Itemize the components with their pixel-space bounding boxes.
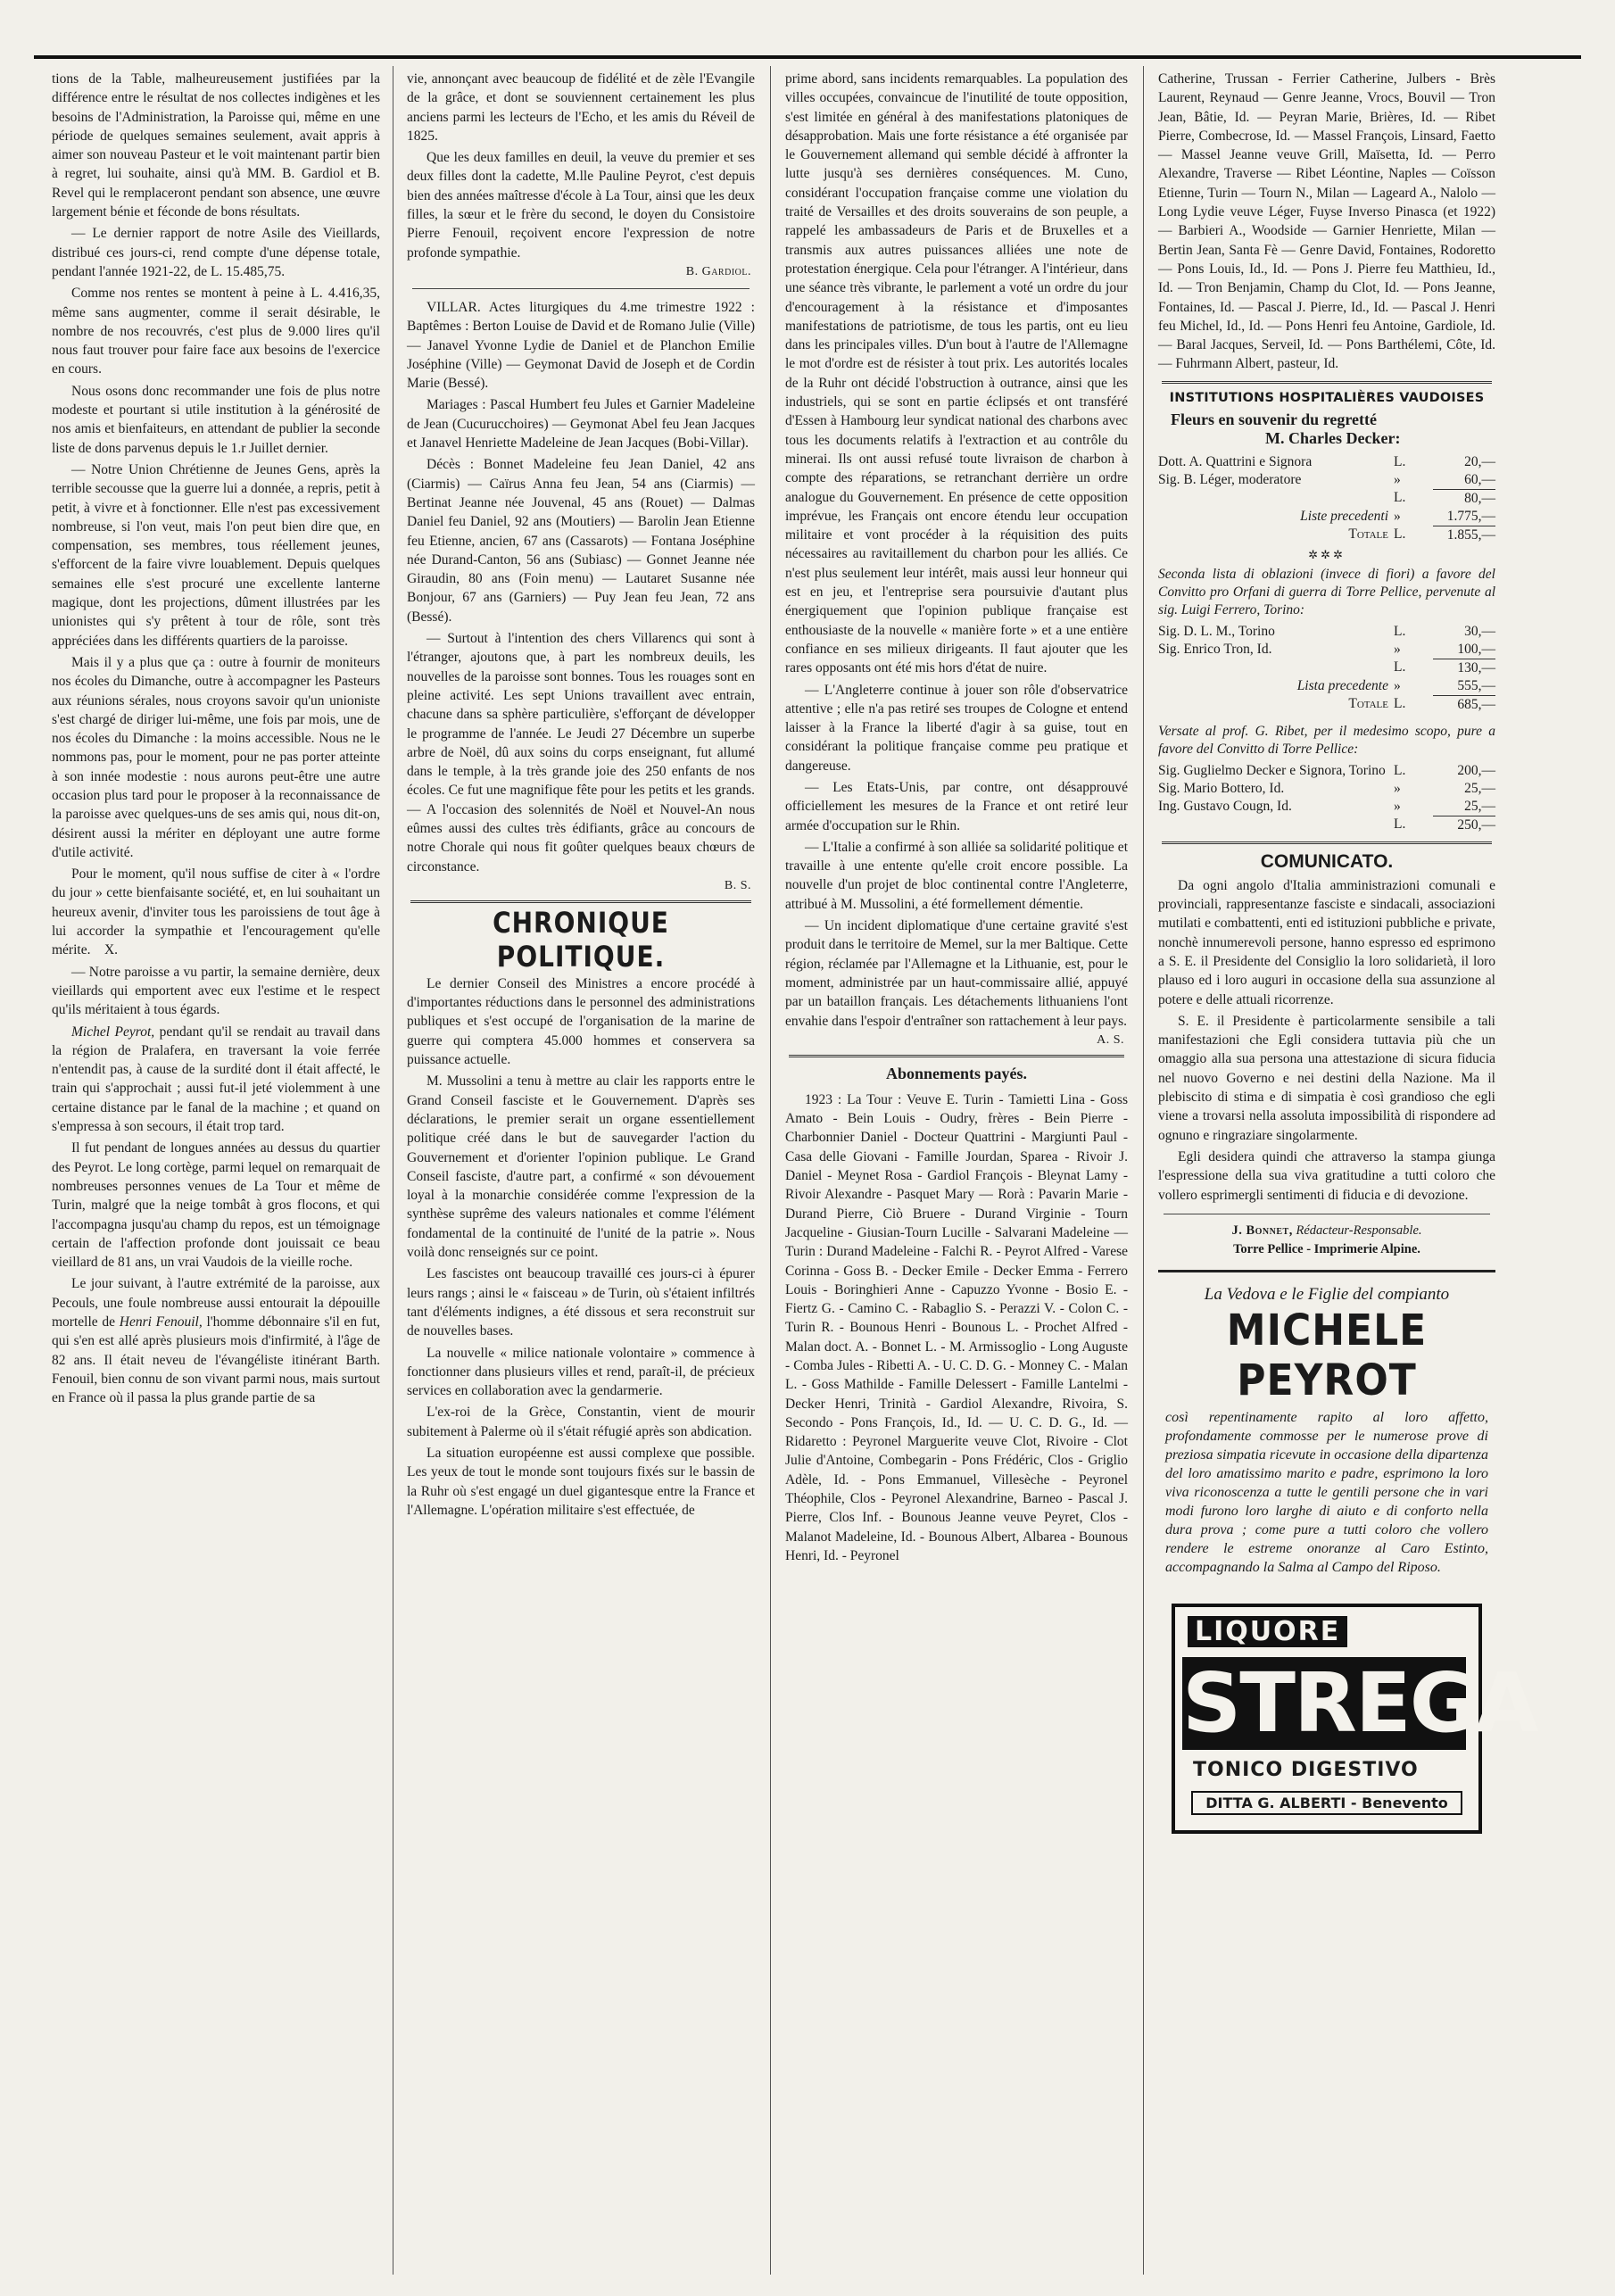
- currency: »: [1394, 471, 1401, 487]
- paragraph: Le dernier Conseil des Ministres a encore procédé à d'importantes réductions dans le personnel des administrations publiques et s'est occupé de l'organisation de la marine de guerre qui comptera 45.000 hommes et conservera sa puissance actuelle.: [407, 975, 755, 1068]
- paragraph: [52, 1274, 380, 1407]
- donor-name: Sig. Guglielmo Decker e Signora, Torino: [1158, 762, 1386, 778]
- currency: L.: [1394, 816, 1406, 833]
- amount: 555,—: [1457, 677, 1495, 693]
- person-name: Henri Fenouil,: [119, 1314, 203, 1330]
- paragraph: VILLAR. Actes liturgiques du 4.me trimestre 1922 : Baptêmes : Berton Louise de David et de Romano Julie (Ville) — Janavel Yvonne Lydie de Daniel et de Planchon Emilie Joséphine (Ville) — Geymonat David de Joseph et de Cordin Marie (Bessé).: [407, 299, 755, 392]
- column-divider: [1143, 66, 1144, 2275]
- paragraph: Nous osons donc recommander une fois de plus notre modeste et pourtant si utile institution à la générosité de nos amis et bienfaiteurs, en attendant de publier la seconde liste de dons parvenus depuis le 1.r Juillet dernier.: [52, 383, 380, 456]
- notice-text: così repentinamente rapito al loro affetto, profondamente commosse per le numerose prove di preziosa simpatia ricevute in occasione della dipartenza del loro amatissimo marito e padre, esprimono la loro viva riconoscenza a tutte le gentili persone che in vari modi furono loro larghe di aiuto e di conforto nella dura prova ; come pure a tutti coloro che vollero rendere le estreme onoranze al Caro Estinto, accompagnando la Salma al Campo del Riposo.: [1165, 1409, 1488, 1575]
- currency: »: [1394, 677, 1401, 693]
- table-row: [1158, 695, 1495, 714]
- paragraph: Mariages : Pascal Humbert feu Jules et Garnier Madeleine de Jean (Cucurucchoires) — Geymonat Abel feu Jean Jacques et Janavel Henriette Madeleine de Jean Jacques (Bobi-Villar).: [407, 397, 755, 452]
- divider: [789, 1055, 1124, 1057]
- column-4: [1158, 70, 1537, 2275]
- editor-line: [1158, 1223, 1495, 1239]
- paragraph: Que les deux familles en deuil, la veuve du premier et ses deux filles dont la cadette, M.lle Pauline Peyrot, c'est depuis bien des années maîtresse d'école à La Tour, ainsi que les deux filles, la sœur et le frère du second, le doyen du Consistoire Pierre Fenouil, reçoivent encore l'expression de notre profonde sympathie.: [407, 150, 755, 261]
- list-heading: Versate al prof. G. Ribet, per il medesimo scopo, pure a favore del Convitto di Torre Pellice:: [1158, 723, 1495, 757]
- currency: L.: [1394, 453, 1406, 469]
- currency: L.: [1394, 623, 1406, 639]
- list-heading: M. Charles Decker:: [1265, 428, 1401, 447]
- currency: L.: [1394, 526, 1406, 543]
- table-row: [1158, 780, 1495, 798]
- donation-table: [1158, 453, 1495, 544]
- paragraph-text: Le jour suivant, à l'autre extrémité de la paroisse, aux Pecouls, une foule nombreuse aussi entourait la dépouille mortelle de: [52, 1276, 380, 1330]
- list-heading: Fleurs en souvenir du regretté: [1171, 410, 1377, 428]
- paragraph: — L'Italie a confirmé à son alliée sa solidarité politique et travaille à une entente qu'elle croit encore possible. La nouvelle d'un projet de bloc continental contre l'Angleterre, attribué à M. Mussolini, a été formellement démentie.: [785, 839, 1128, 912]
- signature: B. Gardiol.: [685, 264, 751, 278]
- amount: 1.855,—: [1433, 526, 1495, 544]
- row-label: Totale: [1348, 526, 1388, 543]
- section-title: INSTITUTIONS HOSPITALIÈRES VAUDOISES: [1169, 390, 1485, 405]
- paragraph: Mais il y a plus que ça : outre à fournir de moniteurs nos écoles du Dimanche, outre à accompagner les Pasteurs aux réunions sérales, nous croyons savoir qu'un unioniste s'est chargé de diriger lui-même, une fois par mois, une de nos écoles du Dimanche : la moins accessible. Nous ne le nommons pas, pour le moment, pour ne pas porter atteinte à son innée modestie : nous aurons peut-être une autre occasion plus tard pour le proposer à la reconnaissance de la paroisse avec quelques-uns de ses amis qui, nous dit-on, désirent aussi la mériter en déployant une autre forme d'utile activité.: [52, 654, 380, 860]
- donor-name: Ing. Gustavo Cougn, Id.: [1158, 798, 1292, 814]
- paragraph: Décès : Bonnet Madeleine feu Jean Daniel, 42 ans (Ciarmis) — Caïrus Anna feu Jean, 54 ans (Ciarmis) — Bertinat Jeanne née Jouvenal, 45 ans (Rouet) — Dalmas Daniel feu Daniel, 92 ans (Moutiers) — Barolin Jean Etienne feu Etienne, ancien, 67 ans (Cassarots) — Fontana Joséphine née Durand-Canton, 56 ans (Subiasc) — Gonnet Jeanne née Giraudin, 80 ans (Foin menu) — Lautaret Susanne née Bonjour, 67 ans (Garniers) — Puy Jean feu Jean, 72 ans (Bessé).: [407, 457, 755, 625]
- table-row: [1158, 641, 1495, 659]
- amount: 80,—: [1433, 489, 1495, 508]
- column-1: [52, 70, 380, 2275]
- section-title: CHRONIQUE POLITIQUE.: [493, 905, 669, 974]
- paragraph: Da ogni angolo d'Italia amministrazioni comunali e provinciali, rappresentanze fasciste e sindacali, associazioni mutilati e combattenti, enti ed istituzioni pubbliche e private, nonchè innumerevoli persone, hanno espresso ed esprimono a S. E. il Presidente del Consiglio la loro solidarietà, il loro plauso ed i loro auguri in occasione della sua assunzione al potere e delle attuali ricorrenze.: [1158, 877, 1495, 1007]
- paragraph: — Surtout à l'intention des chers Villarencs qui sont à l'étranger, ajoutons que, à part les nombreux deuils, les nouvelles de la paroisse sont bonnes. Tous les rouages sont en pleine activité. Les sept Unions travaillent avec entrain, chacune dans sa sphère particulière, s'efforçant de développer le programme de l'année. Le Jeudi 27 Décembre un superbe arbre de Noël, dû aux soins du corps enseignant, fut allumé dans le temple, à la très grande joie des 250 enfants de nos écoles. Ce fut une magnifique fête pour les petits et les grands. — A l'occasion des solennités de Noël et Nouvel-An nous eûmes aussi des cultes très édifiants, grâce au concours de notre Chorale qui nous fit goûter quelques beaux chœurs de circonstance.: [407, 631, 755, 874]
- table-row: [1158, 623, 1495, 641]
- paragraph: Comme nos rentes se montent à peine à L. 4.416,35, même sans augmenter, comme il serait désirable, le nombre de nos recouvrés, c'est plus de 9.000 lires qu'il nous faut trouver pour faire face aux besoins de l'exercice en cours.: [52, 286, 380, 377]
- row-label: Lista precedente: [1296, 677, 1388, 693]
- table-row: [1158, 489, 1495, 508]
- paragraph: L'ex-roi de la Grèce, Constantin, vient de mourir subitement à Palerme où il s'était réfugié après son abdication.: [407, 1405, 755, 1439]
- donor-name: Dott. A. Quattrini e Signora: [1158, 453, 1313, 469]
- currency: L.: [1394, 490, 1406, 506]
- table-row: [1158, 762, 1495, 780]
- table-row: [1158, 526, 1495, 544]
- paragraph: Egli desidera quindi che attraverso la stampa giunga l'espressione della sua viva gratitudine a tutti coloro che vollero esprimergli sentimenti di fiducia e di devozione.: [1158, 1148, 1495, 1203]
- paragraph-text: pendant qu'il se rendait au travail dans la région de Pralafera, en traversant la voie ferrée n'entendit pas, à cause de la surdité dont il était affecté, le train qui s'approchait ; aussi fut-il jeté violemment à une certaine distance par le fanal de la machine ; et quand on s'empressa à son secours, il était trop tard.: [52, 1024, 380, 1135]
- paragraph: [52, 1023, 380, 1137]
- donation-table: [1158, 623, 1495, 714]
- death-notice: [1158, 1270, 1495, 1577]
- signature: B. S.: [724, 878, 751, 892]
- table-row: [1158, 816, 1495, 834]
- table-row: [1158, 453, 1495, 471]
- currency: »: [1394, 798, 1401, 814]
- donor-name: Sig. Enrico Tron, Id.: [1158, 641, 1272, 657]
- paragraph: 1923 : La Tour : Veuve E. Turin - Tamietti Lina - Goss Amato - Bein Louis - Oudry, frères - Bein Pierre - Charbonnier Daniel - Docteur Quattrini - Margiunti Paul - Casa delle Giovani - Famille Jourdan, Sparea - Rivoir J. Daniel - Meynet Rosa - Gardiol François - Bleynat Lamy - Rivoir Alexandre - Pasquet Mary — Rorà : Pavarin Marie - Durand Pierre, Ciò Bruere - Durand Virginie - Tourn Jacqueline - Giusian-Tourn Lucille - Salvarani Madeleine — Turin : Durand Madeleine - Falchi R. - Peyrot Alfred - Varese Corinna - Goss B. - Decker Emile - Decker Emma - Ferrero Louis - Boringhieri Anne - Capuzzo Yvonne - Bosio E. - Fiertz G. - Camino C. - Rabaglio S. - Perazzi V. - Colon C. - Turin R. - Bounous Henri - Bounous L. - Prochet Alfred - Malan doct. A. - Bonnet L. - M. Armissoglio - Long Auguste - Comba Jules - Ribetti A. - U. C. D. G. - Monney C. - Malan L. - Goss Mathilde - Famille Delessert - Famille Lantelmi - Decker Henri, Trinità - Gardiol Alexandre, Rivoira, S. Secondo - Pons François, Id., Id. — U. C. D. G., Id. — Ridaretto : Peyronel Marguerite veuve Clot, Rivoire - Clot Julie d'Antoine, Combegarin - Pons Frédéric, Clos - Griglio Adèle, Id. - Pons Emmanuel, Villesèche - Peyronel Théophile, Clos - Peyronel Alexandrine, Barneo - Pascal J. Pierre, Clos Inf. - Bounous Jeanne veuve Peyret, Clos - Malanot Madeleine, Id. - Bounous Albert, Albarea - Bounous Henri, Id. - Peyronel: [785, 1091, 1128, 1563]
- notice-intro: La Vedova e le Figlie del compianto: [1204, 1284, 1450, 1304]
- signature: X.: [104, 942, 119, 958]
- column-3: [785, 70, 1128, 2275]
- currency: »: [1394, 641, 1401, 657]
- ornament: ✲✲✲: [1308, 547, 1346, 561]
- divider: [1162, 381, 1492, 384]
- divider: [412, 288, 750, 289]
- amount: 60,—: [1464, 471, 1495, 487]
- currency: L.: [1394, 762, 1406, 778]
- paragraph: — Un incident diplomatique d'une certaine gravité s'est produit dans le territoire de Memel, sur la mer Baltique. Cette région, réclamée par l'Allemagne et la Lithuanie, est, pour le moment, administrée par un haut-commissaire allié, appuyé par un bataillon français. Les détachements lithuaniens l'ont envahie dans l'espoir d'entraîner son rattachement à leur pays.: [785, 918, 1128, 1029]
- amount: 30,—: [1464, 623, 1495, 639]
- ad-liquore: LIQUORE: [1188, 1616, 1347, 1647]
- paragraph: Catherine, Trussan - Ferrier Catherine, Julbers - Brès Laurent, Reynaud — Genre Jeanne, Vrocs, Bouvil — Tron Jean, Bâtie, Id. — Peyran Marie, Brières, Id. — Ribet Pierre, Combecrose, Id. — Massel François, Linsard, Faetto — Massel Jeanne veuve Grill, Maïsetta, Id. — Perro Alexandre, Traverse — Ribet Léontine, Naples — Coïsson Etienne, Turin — Tourn N., Milan — Lageard A., Nalolo — Long Lydie veuve Léger, Fuyse Inverso Pinasca (et 1922) — Barbieri A., Woodside — Garnier Henriette, Milan — Bertin Jean, Santa Fè — Genre David, Fontaines, Rodoretto — Pons Louis, Id., Id. — Pons J. Pierre feu Matthieu, Id., Id. — Tron Benjamin, Champ du Clot, Id. — Pons Jeanne, Fontaines, Id. — Pascal J. Pierre, Id., Id. — Pascal J. Henri feu Michel, Id., Id. — Pons Henri feu Antoine, Gardiole, Id. — Baral Jacques, Serveil, Id. — Pons Barthélemi, Côte, Id. — Fuhrmann Albert, pasteur, Id.: [1158, 71, 1495, 372]
- list-heading: Seconda lista di oblazioni (invece di fiori) a favore del Convitto pro Orfani di guerra di Torre Pellice, pervenute al sig. Luigi Ferrero, Torino:: [1158, 566, 1495, 618]
- column-divider: [770, 66, 771, 2275]
- paragraph-text: l'homme débonnaire s'il en fut, qui s'en est allé après plusieurs mois d'infirmité, à l'âge de 82 ans. Il était neveu de l'évangéliste itinérant Barth. Fenouil, bien connu de son vivant parmi nous, mais surtout en France où il passa la plus grande partie de sa: [52, 1314, 381, 1406]
- donation-table: [1158, 762, 1495, 834]
- paragraph: prime abord, sans incidents remarquables. La population des villes occupées, convaincue de l'inutilité de toute opposition, s'est limitée en général à des manifestations platoniques de désapprobation. Mais une forte résistance a été organisée par le Gouvernement allemand qui semble décidé à affronter la lutte jusqu'à ses dernières conséquences. M. Cuno, considérant l'occupation française comme une violation du traité de Versailles et des droits souverains de son peuple, a rappelé les ambassadeurs de Paris et de Bruxelles et a transmis aux autres puissances alliées une note de protestation énergique. Cela pour l'étranger. A l'intérieur, dans une séance très vibrante, le parlement a voté un ordre du jour d'encouragement à la résistance et d'imposantes manifestations de patriotisme, de tous les partis, ont eu lieu dans les principales villes. D'un bout à l'autre de l'Allemagne le mot d'ordre est de résister à tout prix. Les autorités locales de la Ruhr ont décidé l'obstruction à outrance, ainsi que les industriels, qui se sont en partie éclipsés et ont transféré d'Essen à Hambourg leur syndicat national des charbons avec tous les documents relatifs à l'extraction et au contrôle du minerai. Ils ont aussi refusé toute livraison de charbon à compte des réparations, se retranchant derrière un ordre analogue du Gouvernement. En présence de cette opposition imprévue, les Français ont encore étendu leur occupation militaire et vont procéder à la réquisition des puits nécessaires au ravitaillement du charbon pour les alliés. Ce n'est plus seulement leur intérêt, mais aussi leur honneur qui est en jeu, et l'entreprise sera poursuivie d'autant plus énergiquement que l'opinion publique française est enthousiaste de la nouvelle « manière forte » et a une entière confiance en ses milieux dirigeants. Il faut ajouter que les rares opposants ont été mis hors d'état de nuire.: [785, 71, 1128, 676]
- printer-line: Torre Pellice - Imprimerie Alpine.: [1233, 1241, 1420, 1256]
- table-row: [1158, 471, 1495, 490]
- section-title: Abonnements payés.: [885, 1064, 1028, 1082]
- paragraph: vie, annonçant avec beaucoup de fidélité et de zèle l'Evangile de la grâce, et dont se souviennent certainement les plus anciens parmi les lecteurs de l'Echo, et les amis du Réveil de 1825.: [407, 71, 755, 144]
- currency: L.: [1394, 696, 1406, 712]
- strega-advertisement: [1172, 1604, 1537, 1834]
- paragraph: La nouvelle « milice nationale volontaire » commence à fonctionner dans plusieurs villes et rend, paraît-il, de précieux services en collaboration avec la gendarmerie.: [407, 1345, 755, 1399]
- table-row: [1158, 798, 1495, 816]
- paragraph: Il fut pendant de longues années au dessus du quartier des Peyrot. Le long cortège, parmi lequel on remarquait de nombreuses personnes venues de La Tour et même de Turin, malgré que la neige tombât à gros flocons, et qui l'accompagna jusqu'au champ du repos, est un témoignage certain de l'affection profonde dont jouissait ce beau vieillard de 81 ans, un vrai Vaudois de la vieille roche.: [52, 1140, 380, 1271]
- amount: 685,—: [1433, 695, 1495, 714]
- paragraph: [52, 865, 380, 959]
- table-row: [1158, 677, 1495, 696]
- amount: 25,—: [1464, 780, 1495, 796]
- paragraph: — Les Etats-Unis, par contre, ont désapprouvé officiellement les mesures de la France et ont retiré leur armée d'occupation sur le Rhin.: [785, 779, 1128, 833]
- amount: 130,—: [1433, 659, 1495, 677]
- paragraph: Les fascistes ont beaucoup travaillé ces jours-ci à épurer leurs rangs ; ainsi le « faisceau » de Turin, où s'étaient infiltrés tant d'éléments indignes, a été dissous et sera reconstruit sur de nouvelles bases.: [407, 1266, 755, 1339]
- paragraph: tions de la Table, malheureusement justifiées par la différence entre le résultat de nos collectes indigènes et les besoins de l'Administration, la Paroisse qui, même en une période de quelques semaines seulement, avait appris à aimer son nouveau Pasteur et le voit maintenant partir bien à regret, lui souhaite, ainsi qu'à MM. B. Gardiol et B. Revel qui le remplaceront pendant son absence, une œuvre largement bénie et féconde de bons résultats.: [52, 71, 380, 220]
- amount: 25,—: [1464, 798, 1495, 814]
- column-2: [407, 70, 755, 2275]
- header-rule: [34, 55, 1581, 59]
- paragraph: — L'Angleterre continue à jouer son rôle d'observatrice attentive ; elle n'a pas retiré ses troupes de Cologne et entend laisser à la France la liberté d'agir à sa guise, tout en considérant la politique française comme peu pratique et dangereuse.: [785, 682, 1128, 774]
- currency: »: [1394, 508, 1401, 524]
- editor-role: Rédacteur-Responsable.: [1296, 1223, 1422, 1238]
- amount: 200,—: [1457, 762, 1495, 778]
- amount: 20,—: [1464, 453, 1495, 469]
- signature: A. S.: [1097, 1032, 1124, 1047]
- notice-name: MICHELE PEYROT: [1226, 1305, 1428, 1405]
- amount: 1.775,—: [1446, 508, 1495, 524]
- person-name: Michel Peyrot,: [71, 1024, 155, 1040]
- paragraph: M. Mussolini a tenu à mettre au clair les rapports entre le Grand Conseil fasciste et le Gouvernement. D'après ses déclarations, le premier serait un organe essentiellement politique créé dans le but de sauvegarder l'action du Gouvernement et d'orienter l'opinion publique. Le Grand Conseil fasciste, d'autre part, a confirmé « son dévouement loyal à la monarchie considérée comme l'expression de la synthèse suprême des valeurs nationales et comme l'élément fondamental de la continuité de l'unité de la patrie ». Nous voilà donc renseignés sur ce point.: [407, 1073, 755, 1261]
- divider: [410, 900, 751, 903]
- ad-tagline: TONICO DIGESTIVO: [1193, 1758, 1419, 1781]
- ad-company: DITTA G. ALBERTI - Benevento: [1191, 1791, 1462, 1815]
- amount: 250,—: [1433, 816, 1495, 834]
- paragraph: S. E. il Presidente è particolarmente sensibile a tali manifestazioni che Egli considera tuttavia più che un omaggio alla sua persona una attestazione di sicura fiducia nel nuovo Governo e nei destini della Nazione. Ma il plebiscito di stima e di simpatia è così grandioso che egli viene a trovarsi nella assoluta impossibilità di rispondere ad ognuno e ringraziare singolarmente.: [1158, 1013, 1495, 1143]
- amount: 100,—: [1457, 641, 1495, 657]
- ad-brand: STREGA: [1182, 1654, 1537, 1751]
- editor-name: J. Bonnet,: [1231, 1223, 1293, 1238]
- currency: L.: [1394, 659, 1406, 676]
- table-row: [1158, 508, 1495, 526]
- paragraph: — Notre Union Chrétienne de Jeunes Gens, après la terrible secousse que la guerre lui a donnée, a repris, petit à petit, à vivre et à fonctionner. Elle n'est pas excessivement nombreuse, si l'on veut, mais l'on peut bien dire que, en compensation, ses membres, tous réellement jeunes, s'efforcent de la faire vivre louablement. Depuis quelques semaines elle s'est procuré une excellente lanterne magique, dont les projections, dûment illustrées par les unionistes qui s'y prêtent à tour de rôle, sont très appréciées dans les différents quartiers de la paroisse.: [52, 461, 380, 649]
- donor-name: Sig. Mario Bottero, Id.: [1158, 780, 1285, 796]
- donor-name: Sig. B. Léger, moderatore: [1158, 471, 1302, 487]
- table-row: [1158, 659, 1495, 677]
- currency: »: [1394, 780, 1401, 796]
- donor-name: Sig. D. L. M., Torino: [1158, 623, 1275, 639]
- paragraph: — Notre paroisse a vu partir, la semaine dernière, deux vieillards qui emportent avec eux l'estime et le respect qu'ils méritaient à tous égards.: [52, 964, 380, 1018]
- paragraph: — Le dernier rapport de notre Asile des Vieillards, distribué ces jours-ci, rend compte d'une dépense totale, pendant l'année 1921-22, de L. 15.485,75.: [52, 226, 380, 279]
- section-title: COMUNICATO.: [1260, 850, 1394, 872]
- row-label: Totale: [1348, 696, 1388, 712]
- divider: [1162, 841, 1492, 844]
- paragraph: La situation européenne est aussi complexe que possible. Les yeux de tout le monde sont toujours fixés sur le bassin de la Ruhr où s'est engagé un duel gigantesque entre la France et l'Allemagne. L'opération militaire s'est effectuée, de: [407, 1446, 755, 1518]
- row-label: Liste precedenti: [1300, 508, 1388, 524]
- paragraph-text: Pour le moment, qu'il nous suffise de citer à « l'ordre du jour » cette bienfaisante société, et, en lui souhaitant un heureux avenir, d'inviter tous les paroissiens de tout âge à lui accorder la sympathie et l'encouragement qu'elle mérite.: [52, 866, 380, 958]
